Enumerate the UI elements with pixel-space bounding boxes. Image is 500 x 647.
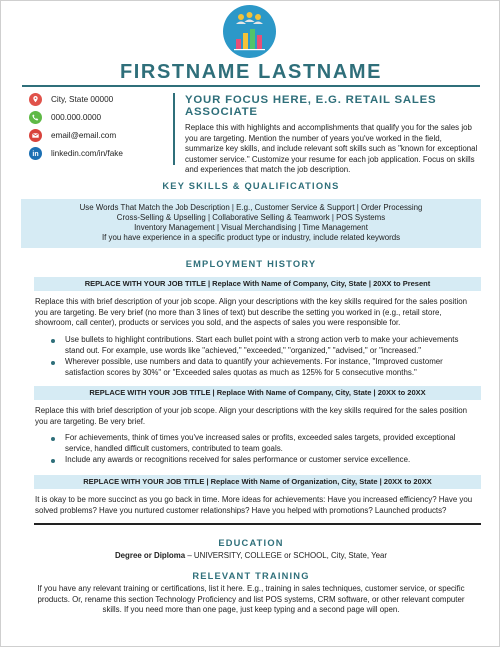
candidate-name: FIRSTNAME LASTNAME bbox=[119, 61, 383, 83]
contact-phone: 000.000.0000 bbox=[51, 113, 102, 123]
bar-chart-people-icon bbox=[223, 5, 276, 58]
job-description-line: you are targeting. Be very brief (no more than 3 lines of text) but describe the setting you worked in (e.g., retail store, bbox=[35, 307, 442, 317]
focus-line: Replace this with highlights and accomplishments that qualify you for the sales job bbox=[185, 123, 472, 132]
job-description-line: you are targeting. Be very brief. bbox=[35, 416, 146, 426]
contact-block bbox=[29, 91, 174, 162]
skills-box bbox=[21, 199, 481, 248]
contact-email-row bbox=[29, 127, 174, 145]
contact-linkedin[interactable]: linkedin.com/in/fake bbox=[51, 148, 123, 158]
bullet-item bbox=[49, 335, 479, 356]
phone-icon bbox=[29, 111, 42, 124]
education-degree: Degree or Diploma bbox=[114, 551, 186, 560]
contact-email[interactable]: email@email.com bbox=[51, 130, 117, 140]
bullet-line: satisfaction scores by 30%" or "Exceeded sales quotas as much as 125% for 5 consecutive months." bbox=[65, 367, 417, 377]
education-entry bbox=[1, 551, 500, 562]
email-icon bbox=[29, 129, 42, 142]
bullet-line: service, handled difficult customers, contributed to team goals. bbox=[65, 443, 283, 453]
bullet-line: For achievements, think of times you've increased sales or profits, exceeded sales targets, provided exceptional bbox=[65, 433, 456, 442]
focus-line: you are targeting. Mention the number of years you've worked in the field, bbox=[185, 133, 442, 143]
education-detail: – UNIVERSITY, COLLEGE or SCHOOL, City, State, Year bbox=[185, 551, 388, 560]
location-pin-icon bbox=[29, 93, 42, 106]
bullet-item bbox=[49, 455, 479, 466]
header-divider bbox=[22, 85, 480, 87]
linkedin-icon bbox=[29, 147, 42, 160]
job-description-line: It is okay to be more succinct as you go back in time. More ideas for achievements: Have you increased efficiency? Have you bbox=[35, 495, 473, 504]
job-header: REPLACE WITH YOUR JOB TITLE | Replace With Name of Organization, City, State | 20XX to 20XX bbox=[34, 475, 481, 489]
section-divider bbox=[34, 523, 481, 525]
job-bullets bbox=[49, 433, 479, 467]
job-description bbox=[35, 406, 479, 427]
bullet-line: Wherever possible, use numbers and data to quantify your achievements. For instance, "Improved customer bbox=[65, 357, 443, 367]
job-description-line: Replace this with brief description of your job scope. Align your descriptions with the key skills required for the sales position bbox=[35, 406, 468, 415]
contact-location-row bbox=[29, 91, 174, 109]
vertical-divider bbox=[173, 93, 175, 165]
focus-line: customer service." Customize your resume for each job application. Focus on skills bbox=[185, 154, 475, 164]
skills-line: Inventory Management | Visual Merchandising | Time Management bbox=[134, 223, 368, 233]
training-line: skills. If you need more than one page, just keep typing and a second page will open. bbox=[102, 605, 400, 615]
focus-section bbox=[185, 94, 483, 176]
skills-line: Cross-Selling & Upselling | Collaborative Selling & Teamwork | POS Systems bbox=[116, 213, 386, 223]
job-bullets bbox=[49, 335, 479, 379]
focus-title: YOUR FOCUS HERE, E.G. RETAIL SALES ASSOCIATE bbox=[185, 94, 437, 118]
job-description-line: showroom, call center), products or services you sold, and the aspects of sales you were responsible for. bbox=[35, 318, 401, 328]
job-description-line: solved problems? Have you nurtured customer relationships? Have you helped with promotions? Launched products? bbox=[35, 505, 447, 515]
focus-line: summarize key skills, and include relevant soft skills such as "known for exceptional bbox=[185, 144, 478, 154]
bullet-line: Include any awards or recognitions received for sales performance or customer service excellence. bbox=[65, 455, 411, 465]
job-header: REPLACE WITH YOUR JOB TITLE | Replace With Name of Company, City, State | 20XX to Present bbox=[34, 277, 481, 291]
skills-heading: KEY SKILLS & QUALIFICATIONS bbox=[162, 181, 340, 191]
contact-location: City, State 00000 bbox=[51, 95, 114, 105]
job-description-line: Replace this with brief description of your job scope. Align your descriptions with the key skills required for the sales position bbox=[35, 297, 468, 306]
contact-linkedin-row bbox=[29, 144, 174, 162]
job-description bbox=[35, 495, 479, 516]
contact-phone-row bbox=[29, 109, 174, 127]
svg-text:in: in bbox=[32, 150, 39, 158]
bullet-item bbox=[49, 433, 479, 454]
skills-line: If you have experience in a specific product type or industry, include related keywords bbox=[101, 233, 401, 243]
education-heading: EDUCATION bbox=[218, 538, 284, 548]
bullet-line: stand out. For example, use words like "achieved," "exceeded," "organized," "advised," or "increased." bbox=[65, 345, 422, 355]
job-description bbox=[35, 297, 479, 329]
training-line: If you have any relevant training or certifications, list it here. E.g., training in sales techniques, customer service, or specific bbox=[37, 584, 465, 593]
training-heading: RELEVANT TRAINING bbox=[192, 571, 310, 581]
training-text bbox=[1, 584, 500, 616]
bullet-item bbox=[49, 357, 479, 378]
skills-line: Use Words That Match the Job Description | E.g., Customer Service & Support | Order Processing bbox=[79, 203, 423, 212]
job-header: REPLACE WITH YOUR JOB TITLE | Replace With Name of Company, City, State | 20XX to 20XX bbox=[34, 386, 481, 400]
training-line: products. Or, rename this section Technology Proficiency and list POS systems, CRM software, or other relevant computer bbox=[37, 594, 465, 604]
focus-line: and experiences that match the job description. bbox=[185, 165, 351, 175]
bullet-line: Use bullets to highlight contributions. Start each bullet point with a strong action verb to make your achievements bbox=[65, 335, 459, 344]
employment-heading: EMPLOYMENT HISTORY bbox=[185, 259, 317, 269]
focus-summary bbox=[185, 123, 483, 176]
